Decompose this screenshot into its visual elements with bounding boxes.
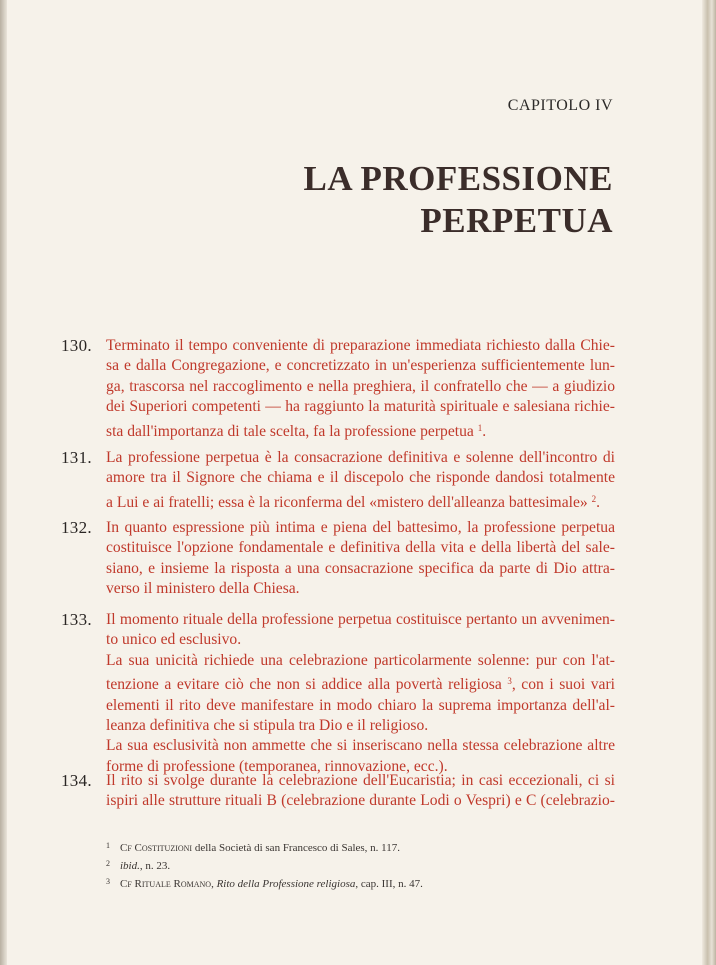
text-line: Il rito si svolge durante la celebrazione dell'Eucaristia; in casi eccezionali, ci si xyxy=(106,772,615,789)
text-line: ga, trascorsa nel raccoglimento e nella preghiera, il confratello che — a giudizio xyxy=(106,377,615,395)
text-line: La professione perpetua è la consacrazione definitiva e solenne dell'incontro di xyxy=(106,449,615,466)
chapter-title-line-2: PERPETUA xyxy=(420,201,613,240)
paragraph-text xyxy=(106,518,615,600)
footnote-3: 3 Cf Rituale Romano, Rito della Professione religiosa, cap. III, n. 47. xyxy=(106,877,423,890)
paragraph-134 xyxy=(61,771,615,812)
footnote-2: 2 ibid., n. 23. xyxy=(106,859,171,872)
text-line: to unico ed esclusivo. xyxy=(106,631,242,649)
page-edge-right xyxy=(702,0,716,965)
paragraph-text xyxy=(106,336,615,442)
footnote-ref: 3 xyxy=(507,676,512,687)
page-edge-left xyxy=(0,0,7,965)
text-line-last: forme di professione (temporanea, rinnovazione, ecc.). xyxy=(106,757,448,775)
text-line: tenzione a evitare ciò che non si addice alla povertà religiosa $^3$, con i suoi vari xyxy=(106,676,615,694)
text-line: elementi il rito deve manifestare in modo chiaro la suprema importanza dell'al- xyxy=(106,696,615,714)
text-line-last: a Lui e ai fratelli; essa è la riconferma del «mistero dell'alleanza battesimale» $^2$. xyxy=(106,493,600,511)
paragraph-text xyxy=(106,610,615,777)
paragraph-133 xyxy=(61,610,615,777)
paragraph-number: 131. xyxy=(61,448,92,467)
paragraph-number: 134. xyxy=(61,771,92,790)
footnote-ref: 1 xyxy=(477,422,483,433)
chapter-title xyxy=(304,158,613,242)
text-line: Il momento rituale della professione perpetua costituisce pertanto un avvenimen- xyxy=(106,611,615,628)
text-line: La sua unicità richiede una celebrazione particolarmente solenne: pur con l'at- xyxy=(106,651,615,669)
footnote-ref: 2 xyxy=(591,493,597,504)
text-line: In quanto espressione più intima e piena del battesimo, la professione perpetua xyxy=(106,519,615,536)
footnote-1: 1 Cf Costituzioni della Società di san Francesco di Sales, n. 117. xyxy=(106,841,401,854)
text-line: costituisce l'opzione fondamentale e definitiva della vita e della libertà del sale- xyxy=(106,539,615,557)
paragraph-text xyxy=(106,448,615,513)
paragraph-130 xyxy=(61,336,615,442)
paragraph-132 xyxy=(61,518,615,600)
chapter-title-line-1: LA PROFESSIONE xyxy=(303,159,613,198)
text-line: ispiri alle strutture rituali B (celebrazione durante Lodi o Vespri) e C (celebrazio- xyxy=(106,792,615,810)
text-line-last: sta dall'importanza di tale scelta, fa la professione perpetua $^1$. xyxy=(106,422,487,440)
text-line: dei Superiori competenti — ha raggiunto la maturità spirituale e salesiana richie- xyxy=(106,398,615,416)
paragraph-131 xyxy=(61,448,615,513)
paragraph-number: 133. xyxy=(61,610,92,629)
text-line: La sua esclusività non ammette che si inseriscano nella stessa celebrazione altre xyxy=(106,737,615,755)
chapter-label: CAPITOLO IV xyxy=(507,97,613,114)
text-line: sa e dalla Congregazione, e concretizzato in un'esperienza sufficientemente lun- xyxy=(106,357,615,375)
text-line: leanza definitiva che si stipula tra Dio e il religioso. xyxy=(106,717,429,735)
text-line: siano, e insieme la risposta a una consacrazione specifica da parte di Dio attra- xyxy=(106,559,615,577)
text-line: amore tra il Signore che chiama e il discepolo che risponde dandosi totalmente xyxy=(106,469,615,487)
footnotes xyxy=(106,838,606,892)
text-line-last: verso il ministero della Chiesa. xyxy=(106,580,300,598)
text-line: Terminato il tempo conveniente di preparazione immediata richiesto dalla Chie- xyxy=(106,337,615,354)
paragraph-number: 130. xyxy=(61,336,92,355)
paragraph-number: 132. xyxy=(61,518,92,537)
paragraph-text xyxy=(106,771,615,812)
